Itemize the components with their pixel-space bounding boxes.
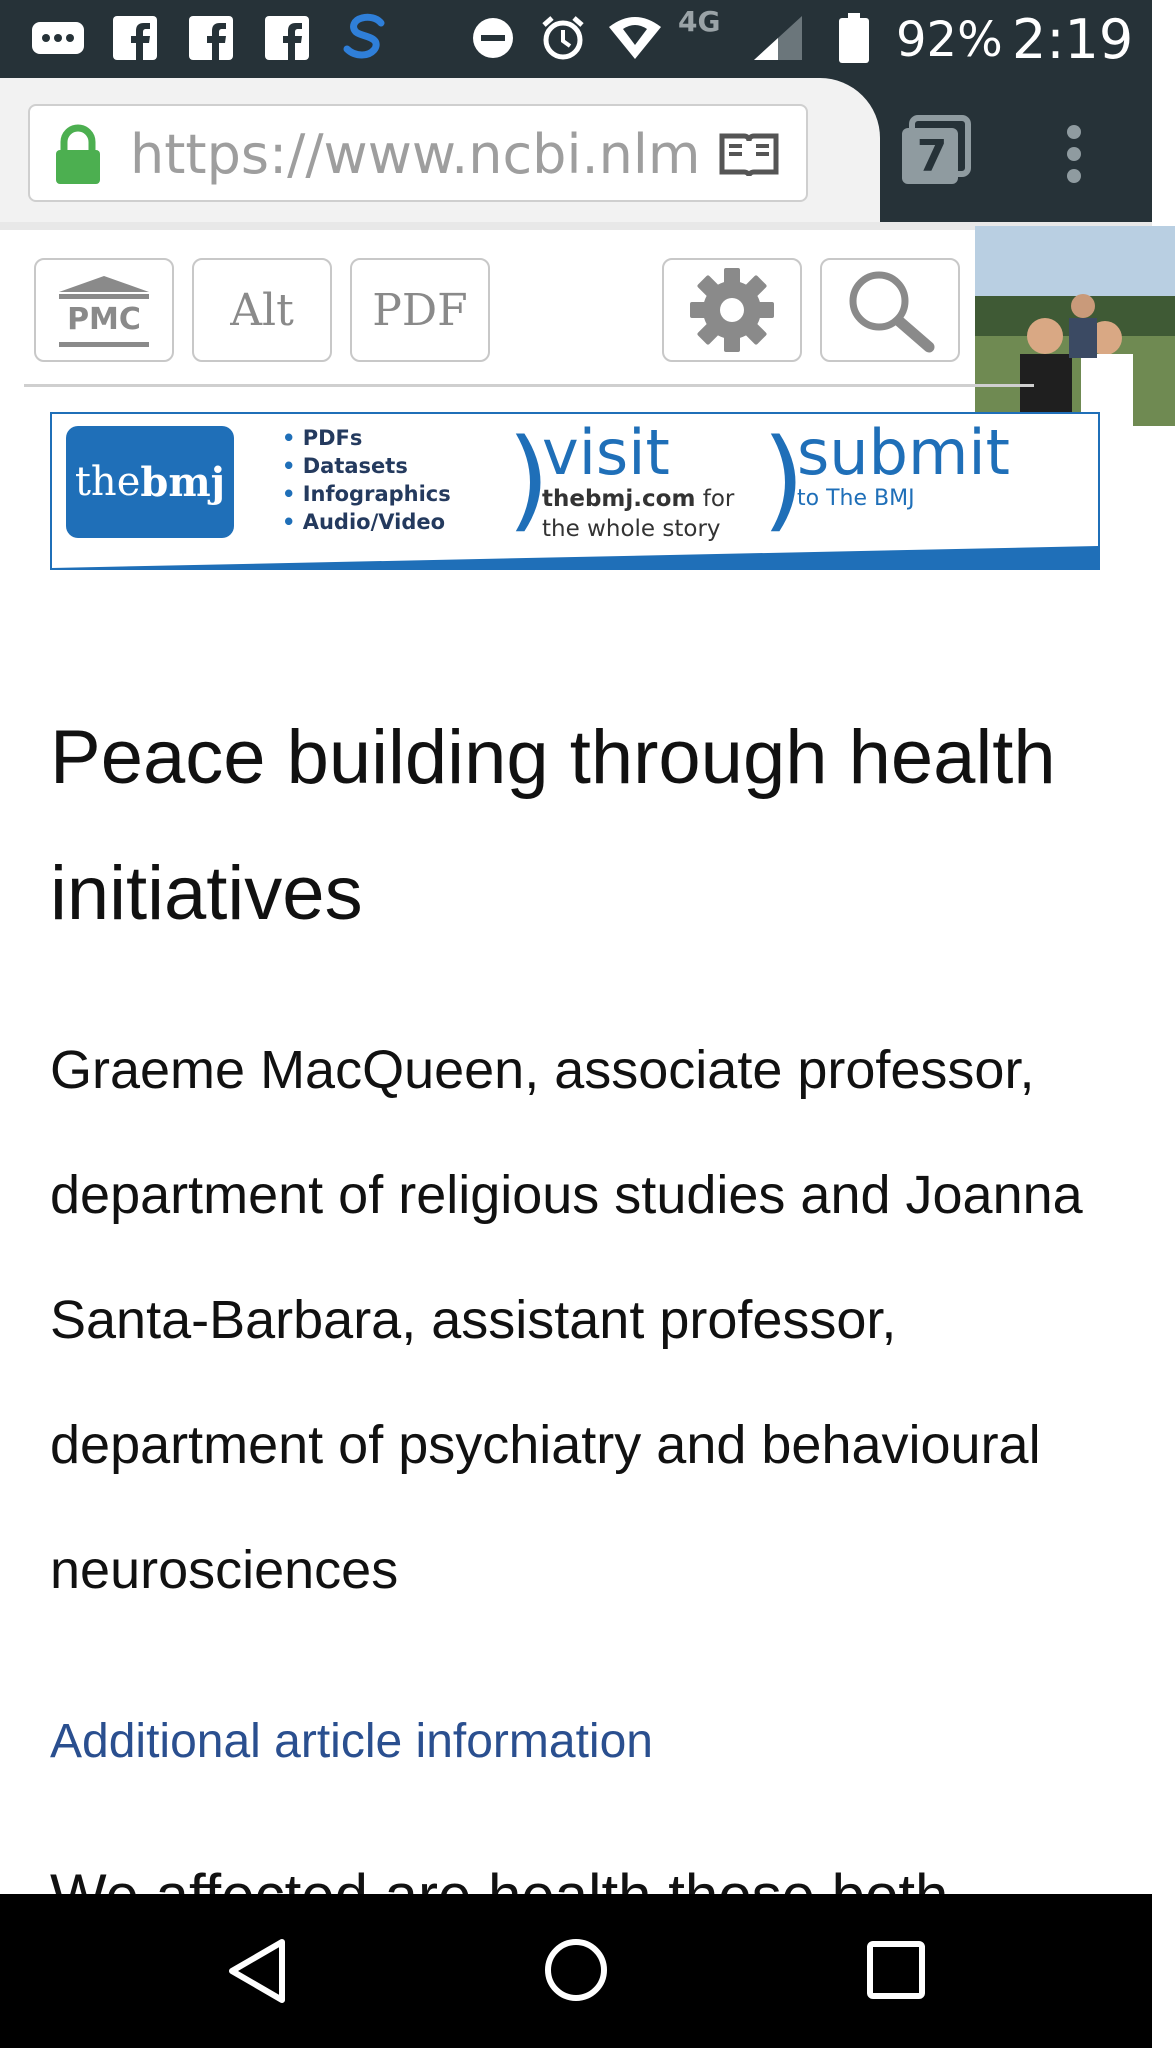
battery-percent: 92% — [896, 12, 1003, 68]
banner-visit-url: thebmj.com — [542, 486, 696, 512]
alarm-icon — [536, 14, 590, 62]
facebook-icon — [112, 14, 158, 62]
banner-submit-text: to The BMJ — [797, 486, 915, 511]
banner-list-item: • PDFs — [282, 424, 451, 452]
banner-submit-title: submit — [797, 416, 1010, 489]
banner-visit-title: visit — [542, 416, 670, 489]
bmj-logo — [66, 426, 234, 538]
pmc-label: PMC — [67, 302, 141, 337]
wifi-icon — [606, 14, 664, 62]
s-app-icon — [336, 14, 392, 62]
additional-article-info-link[interactable]: Additional article information — [50, 1715, 653, 1768]
clock-time: 2:19 — [1012, 8, 1134, 71]
facebook-icon — [264, 14, 310, 62]
article-authors: Graeme MacQueen, associate professor, department of religious studies and Joanna Santa-Barbara, assistant professor, department of psychiatry and behavioural neurosciences — [50, 1040, 1083, 1600]
tab-switcher-button[interactable] — [898, 114, 972, 188]
banner-list-item: • Audio/Video — [282, 508, 451, 536]
banner-visit-line2: the whole story — [542, 516, 721, 542]
banner-feature-list — [282, 424, 451, 536]
status-bar — [0, 0, 1152, 78]
search-button[interactable] — [820, 258, 960, 362]
do-not-disturb-icon — [468, 14, 518, 62]
url-text[interactable]: https://www.ncbi.nlm — [130, 123, 701, 186]
banner-paren-divider: ) — [762, 415, 805, 543]
pdf-button[interactable]: PDF — [350, 258, 490, 362]
bmj-logo-the: the — [74, 459, 141, 505]
recents-icon[interactable] — [866, 1940, 926, 2005]
system-nav-bar — [0, 1894, 1152, 2048]
url-bar[interactable] — [28, 104, 808, 202]
tab-count: 7 — [916, 131, 948, 182]
home-icon[interactable] — [544, 1938, 608, 2007]
facebook-icon — [188, 14, 234, 62]
banner-accent-stripe — [52, 546, 1098, 568]
back-icon[interactable] — [226, 1938, 290, 2009]
article-title: Peace building through health initiatives — [50, 715, 1056, 936]
nav-divider — [24, 384, 1034, 387]
network-type: 4G — [678, 5, 721, 38]
gear-icon — [689, 267, 775, 353]
chat-head-avatar[interactable] — [975, 226, 1175, 426]
pmc-home-button[interactable] — [34, 258, 174, 362]
lock-icon — [54, 126, 102, 189]
banner-paren-divider: ) — [507, 415, 550, 543]
article-body-first-line — [50, 1862, 1090, 1894]
banner-list-item: • Infographics — [282, 480, 451, 508]
banner-visit-text — [542, 484, 734, 544]
settings-button[interactable] — [662, 258, 802, 362]
bmj-banner-ad[interactable] — [50, 412, 1100, 570]
battery-icon — [834, 14, 874, 62]
messages-icon — [28, 14, 88, 62]
banner-visit-for: for — [695, 486, 735, 512]
signal-icon — [750, 14, 806, 62]
search-icon — [845, 267, 935, 353]
banner-list-item: • Datasets — [282, 452, 451, 480]
bmj-logo-bmj: bmj — [140, 458, 226, 506]
reader-mode-icon[interactable] — [718, 132, 780, 183]
browser-toolbar — [0, 78, 1152, 230]
alt-view-button[interactable]: Alt — [192, 258, 332, 362]
more-options-icon[interactable] — [1062, 124, 1086, 184]
